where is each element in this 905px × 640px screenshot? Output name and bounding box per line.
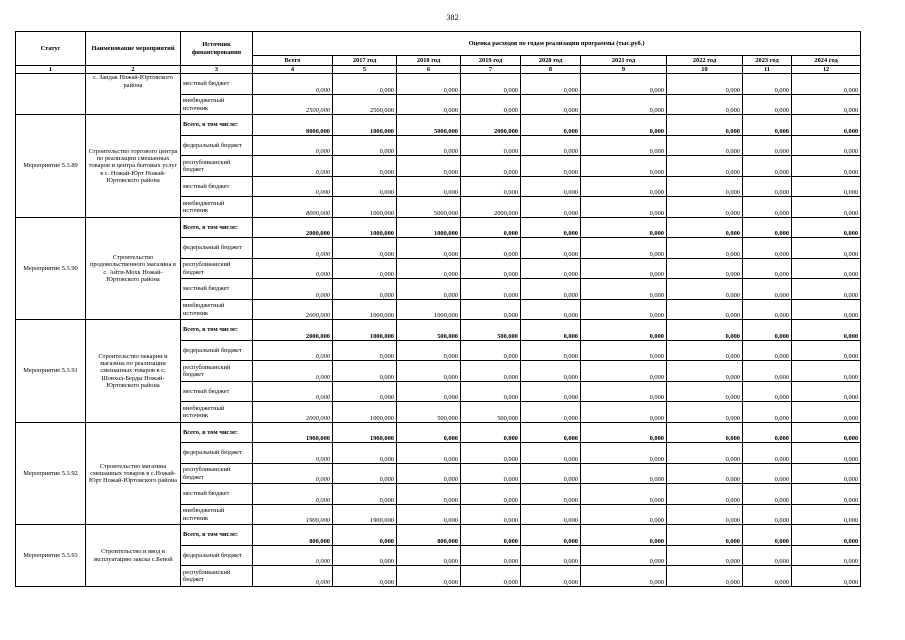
funding-source: федеральный бюджет <box>181 545 253 566</box>
amount-year: 0,000 <box>667 258 743 279</box>
amount-year: 0,000 <box>743 74 792 95</box>
amount-year: 0,000 <box>667 484 743 505</box>
amount-total: 8000,000 <box>253 115 333 136</box>
amount-year: 0,000 <box>397 279 461 300</box>
amount-year: 0,000 <box>792 238 861 259</box>
amount-year: 0,000 <box>792 525 861 546</box>
table-row <box>16 422 861 443</box>
amount-year: 0,000 <box>397 545 461 566</box>
amount-year: 0,000 <box>743 381 792 402</box>
amount-year: 0,000 <box>792 504 861 525</box>
amount-year: 0,000 <box>521 94 581 115</box>
page-number: 382 <box>446 13 459 22</box>
amount-total: 0,000 <box>253 566 333 587</box>
amount-year: 0,000 <box>461 484 521 505</box>
funding-source: республиканский бюджет <box>181 566 253 587</box>
amount-year: 0,000 <box>743 361 792 382</box>
amount-year: 0,000 <box>667 566 743 587</box>
funding-source: федеральный бюджет <box>181 135 253 156</box>
amount-year: 0,000 <box>792 279 861 300</box>
amount-year: 1900,000 <box>333 422 397 443</box>
amount-year: 0,000 <box>397 238 461 259</box>
funding-source: внебюджетный источник <box>181 402 253 423</box>
measure-name: Строительство магазина смешанных товаров в с.Ножай-Юрт Ножай-Юртовского района <box>86 422 181 525</box>
amount-year: 800,000 <box>397 525 461 546</box>
table-row <box>16 320 861 341</box>
funding-source: Всего, в том числе: <box>181 525 253 546</box>
amount-year: 0,000 <box>581 94 667 115</box>
amount-year: 0,000 <box>581 443 667 464</box>
measure-status: Мероприятие 5.3.90 <box>16 217 86 320</box>
amount-year: 0,000 <box>792 115 861 136</box>
amount-year: 0,000 <box>521 156 581 177</box>
funding-source: местный бюджет <box>181 381 253 402</box>
amount-year: 0,000 <box>333 156 397 177</box>
amount-year: 0,000 <box>581 217 667 238</box>
measure-status: Мероприятие 5.3.91 <box>16 320 86 423</box>
amount-year: 0,000 <box>743 422 792 443</box>
amount-year: 0,000 <box>333 74 397 95</box>
amount-year: 0,000 <box>581 381 667 402</box>
amount-year: 0,000 <box>581 504 667 525</box>
amount-year: 0,000 <box>581 320 667 341</box>
amount-year: 0,000 <box>581 135 667 156</box>
amount-year: 0,000 <box>581 422 667 443</box>
column-number: 6 <box>397 66 461 74</box>
amount-year: 0,000 <box>743 135 792 156</box>
amount-year: 0,000 <box>333 135 397 156</box>
amount-total: 1900,000 <box>253 504 333 525</box>
amount-year: 1000,000 <box>333 402 397 423</box>
amount-year: 500,000 <box>461 320 521 341</box>
amount-year: 0,000 <box>667 443 743 464</box>
amount-total: 800,000 <box>253 525 333 546</box>
amount-year: 0,000 <box>581 176 667 197</box>
amount-year: 0,000 <box>667 74 743 95</box>
amount-year: 0,000 <box>333 238 397 259</box>
amount-year: 0,000 <box>743 156 792 177</box>
measure-name: Строительство продовольственного магазина в с. Айти-Мохк Ножай-Юртовского района <box>86 217 181 320</box>
header-status: Статус <box>16 32 86 66</box>
amount-year: 0,000 <box>461 340 521 361</box>
amount-year: 0,000 <box>581 545 667 566</box>
amount-year: 0,000 <box>581 156 667 177</box>
amount-year: 0,000 <box>667 238 743 259</box>
measure-status: Мероприятие 5.3.92 <box>16 422 86 525</box>
amount-year: 0,000 <box>743 340 792 361</box>
amount-year: 1000,000 <box>397 299 461 320</box>
amount-year: 0,000 <box>581 279 667 300</box>
amount-year: 0,000 <box>743 545 792 566</box>
amount-year: 0,000 <box>743 94 792 115</box>
amount-year: 0,000 <box>743 463 792 484</box>
amount-year: 0,000 <box>581 340 667 361</box>
amount-year: 0,000 <box>792 320 861 341</box>
amount-year: 0,000 <box>743 238 792 259</box>
amount-year: 0,000 <box>667 176 743 197</box>
amount-year: 0,000 <box>792 402 861 423</box>
header-name: Наименование мероприятий <box>86 32 181 66</box>
amount-year: 5000,000 <box>397 197 461 218</box>
amount-year: 0,000 <box>333 566 397 587</box>
amount-year: 0,000 <box>667 361 743 382</box>
amount-total: 8000,000 <box>253 197 333 218</box>
amount-year: 0,000 <box>792 545 861 566</box>
funding-source: федеральный бюджет <box>181 238 253 259</box>
column-number: 3 <box>181 66 253 74</box>
amount-year: 0,000 <box>461 135 521 156</box>
amount-total: 0,000 <box>253 443 333 464</box>
amount-year: 0,000 <box>333 340 397 361</box>
amount-year: 0,000 <box>397 74 461 95</box>
funding-source: местный бюджет <box>181 279 253 300</box>
amount-year: 1000,000 <box>333 320 397 341</box>
measure-name: Строительство и ввод в эксплуатацию закска с.Беной <box>86 525 181 587</box>
amount-year: 0,000 <box>667 545 743 566</box>
funding-source: республиканский бюджет <box>181 463 253 484</box>
funding-source: Всего, в том числе: <box>181 320 253 341</box>
amount-year: 0,000 <box>397 135 461 156</box>
funding-source: республиканский бюджет <box>181 258 253 279</box>
header-year-col: 2021 год <box>581 56 667 66</box>
amount-year: 1000,000 <box>333 299 397 320</box>
amount-year: 0,000 <box>397 176 461 197</box>
amount-year: 0,000 <box>521 463 581 484</box>
amount-total: 0,000 <box>253 176 333 197</box>
amount-year: 0,000 <box>792 197 861 218</box>
amount-year: 0,000 <box>521 176 581 197</box>
column-number: 2 <box>86 66 181 74</box>
amount-year: 0,000 <box>461 74 521 95</box>
amount-year: 500,000 <box>461 402 521 423</box>
amount-year: 0,000 <box>397 381 461 402</box>
amount-year: 0,000 <box>521 361 581 382</box>
amount-year: 0,000 <box>521 135 581 156</box>
amount-year: 0,000 <box>521 74 581 95</box>
amount-year: 1000,000 <box>397 217 461 238</box>
funding-source: местный бюджет <box>181 484 253 505</box>
header-year-col: 2022 год <box>667 56 743 66</box>
funding-source: республиканский бюджет <box>181 361 253 382</box>
amount-year: 0,000 <box>333 381 397 402</box>
amount-year: 5000,000 <box>397 115 461 136</box>
amount-year: 0,000 <box>461 94 521 115</box>
amount-year: 0,000 <box>333 484 397 505</box>
amount-total: 0,000 <box>253 340 333 361</box>
amount-year: 0,000 <box>667 525 743 546</box>
amount-year: 0,000 <box>397 443 461 464</box>
amount-year: 0,000 <box>581 238 667 259</box>
amount-year: 0,000 <box>521 217 581 238</box>
amount-year: 0,000 <box>521 258 581 279</box>
amount-year: 0,000 <box>461 566 521 587</box>
amount-year: 0,000 <box>667 279 743 300</box>
amount-year: 0,000 <box>333 463 397 484</box>
header-budget-title: Оценка расходов по годам реализации программы (тыс.руб.) <box>253 32 861 56</box>
amount-year: 0,000 <box>743 299 792 320</box>
amount-year: 0,000 <box>667 381 743 402</box>
measure-name: с. Зандак Ножай-Юртовского района <box>86 74 181 115</box>
amount-year: 0,000 <box>667 504 743 525</box>
amount-year: 0,000 <box>743 566 792 587</box>
amount-year: 0,000 <box>333 279 397 300</box>
amount-year: 0,000 <box>581 258 667 279</box>
amount-year: 0,000 <box>667 115 743 136</box>
amount-year: 0,000 <box>581 463 667 484</box>
amount-year: 0,000 <box>667 197 743 218</box>
amount-total: 2000,000 <box>253 217 333 238</box>
amount-year: 0,000 <box>743 197 792 218</box>
amount-year: 0,000 <box>333 361 397 382</box>
amount-year: 0,000 <box>743 258 792 279</box>
amount-year: 0,000 <box>581 361 667 382</box>
amount-year: 0,000 <box>521 299 581 320</box>
budget-table <box>15 31 861 587</box>
column-number: 1 <box>16 66 86 74</box>
header-year-col: 2023 год <box>743 56 792 66</box>
column-number: 7 <box>461 66 521 74</box>
amount-total: 0,000 <box>253 238 333 259</box>
column-number: 4 <box>253 66 333 74</box>
amount-year: 0,000 <box>743 504 792 525</box>
amount-year: 0,000 <box>521 115 581 136</box>
amount-year: 0,000 <box>743 115 792 136</box>
amount-year: 0,000 <box>792 484 861 505</box>
amount-year: 0,000 <box>461 463 521 484</box>
amount-year: 2000,000 <box>461 115 521 136</box>
amount-year: 0,000 <box>743 484 792 505</box>
amount-year: 0,000 <box>792 217 861 238</box>
column-number: 12 <box>792 66 861 74</box>
amount-year: 0,000 <box>461 238 521 259</box>
amount-year: 0,000 <box>743 320 792 341</box>
amount-year: 0,000 <box>581 299 667 320</box>
amount-year: 0,000 <box>667 463 743 484</box>
funding-source: республиканский бюджет <box>181 156 253 177</box>
amount-year: 0,000 <box>397 504 461 525</box>
funding-source: федеральный бюджет <box>181 443 253 464</box>
amount-year: 0,000 <box>397 566 461 587</box>
amount-year: 0,000 <box>792 381 861 402</box>
amount-year: 0,000 <box>521 504 581 525</box>
amount-year: 0,000 <box>667 422 743 443</box>
amount-year: 0,000 <box>333 176 397 197</box>
funding-source: местный бюджет <box>181 74 253 95</box>
amount-year: 0,000 <box>792 443 861 464</box>
amount-year: 0,000 <box>667 156 743 177</box>
amount-year: 0,000 <box>461 443 521 464</box>
amount-total: 0,000 <box>253 484 333 505</box>
amount-year: 0,000 <box>792 361 861 382</box>
header-year-col: Всего <box>253 56 333 66</box>
amount-total: 0,000 <box>253 156 333 177</box>
amount-total: 2000,000 <box>253 320 333 341</box>
measure-status: Мероприятие 5.3.93 <box>16 525 86 587</box>
amount-year: 2000,000 <box>461 197 521 218</box>
amount-total: 0,000 <box>253 279 333 300</box>
header-year-col: 2019 год <box>461 56 521 66</box>
measure-name: Строительство торгового центра по реализации смешанных товаров и центра бытовых услуг в с. Ножай-Юрт Ножай-Юртовского района <box>86 115 181 218</box>
amount-year: 0,000 <box>581 484 667 505</box>
column-number: 10 <box>667 66 743 74</box>
funding-source: местный бюджет <box>181 176 253 197</box>
amount-year: 0,000 <box>521 381 581 402</box>
column-number: 8 <box>521 66 581 74</box>
amount-year: 0,000 <box>397 484 461 505</box>
amount-year: 500,000 <box>397 320 461 341</box>
measure-name: Строительство пекарни и магазина по реализации смешанных товаров в с. Шовхал-Берды Ножай-Юртовского района <box>86 320 181 423</box>
amount-year: 0,000 <box>581 566 667 587</box>
amount-year: 0,000 <box>397 422 461 443</box>
amount-year: 0,000 <box>521 238 581 259</box>
amount-year: 0,000 <box>667 402 743 423</box>
amount-year: 0,000 <box>333 258 397 279</box>
column-number: 9 <box>581 66 667 74</box>
amount-year: 0,000 <box>461 361 521 382</box>
header-year-col: 2020 год <box>521 56 581 66</box>
funding-source: Всего, в том числе: <box>181 217 253 238</box>
amount-year: 0,000 <box>667 217 743 238</box>
amount-year: 0,000 <box>581 525 667 546</box>
amount-year: 0,000 <box>397 258 461 279</box>
funding-source: внебюджетный источник <box>181 94 253 115</box>
amount-year: 0,000 <box>461 217 521 238</box>
amount-year: 0,000 <box>333 525 397 546</box>
amount-year: 0,000 <box>743 443 792 464</box>
amount-year: 0,000 <box>792 258 861 279</box>
amount-year: 0,000 <box>667 340 743 361</box>
amount-year: 0,000 <box>521 402 581 423</box>
header-year-col: 2024 год <box>792 56 861 66</box>
amount-year: 0,000 <box>461 504 521 525</box>
funding-source: внебюджетный источник <box>181 299 253 320</box>
amount-total: 0,000 <box>253 545 333 566</box>
funding-source: внебюджетный источник <box>181 504 253 525</box>
amount-total: 2500,000 <box>253 94 333 115</box>
table-row <box>16 217 861 238</box>
amount-year: 0,000 <box>792 463 861 484</box>
amount-year: 0,000 <box>521 340 581 361</box>
header-source: Источник финансирования <box>181 32 253 66</box>
amount-year: 0,000 <box>792 566 861 587</box>
amount-year: 0,000 <box>792 94 861 115</box>
amount-year: 1000,000 <box>333 217 397 238</box>
amount-year: 1900,000 <box>333 504 397 525</box>
measure-status: Мероприятие 5.3.89 <box>16 115 86 218</box>
amount-year: 0,000 <box>521 484 581 505</box>
amount-year: 0,000 <box>792 74 861 95</box>
amount-year: 0,000 <box>792 156 861 177</box>
amount-year: 0,000 <box>333 443 397 464</box>
amount-year: 0,000 <box>581 115 667 136</box>
amount-year: 0,000 <box>521 525 581 546</box>
funding-source: Всего, в том числе: <box>181 422 253 443</box>
amount-year: 0,000 <box>521 443 581 464</box>
funding-source: федеральный бюджет <box>181 340 253 361</box>
amount-year: 0,000 <box>521 566 581 587</box>
amount-year: 0,000 <box>743 525 792 546</box>
amount-year: 1000,000 <box>333 197 397 218</box>
amount-year: 0,000 <box>521 197 581 218</box>
amount-year: 0,000 <box>581 74 667 95</box>
amount-total: 0,000 <box>253 135 333 156</box>
amount-total: 0,000 <box>253 381 333 402</box>
amount-total: 0,000 <box>253 463 333 484</box>
amount-year: 0,000 <box>461 156 521 177</box>
header-year-col: 2018 год <box>397 56 461 66</box>
amount-year: 0,000 <box>792 299 861 320</box>
amount-total: 0,000 <box>253 361 333 382</box>
amount-year: 0,000 <box>461 258 521 279</box>
amount-year: 0,000 <box>397 340 461 361</box>
amount-year: 0,000 <box>792 176 861 197</box>
amount-year: 0,000 <box>743 217 792 238</box>
amount-year: 0,000 <box>743 176 792 197</box>
amount-year: 0,000 <box>461 545 521 566</box>
amount-year: 0,000 <box>461 381 521 402</box>
amount-year: 0,000 <box>667 320 743 341</box>
amount-year: 0,000 <box>461 299 521 320</box>
amount-year: 0,000 <box>792 135 861 156</box>
amount-total: 2000,000 <box>253 299 333 320</box>
amount-year: 0,000 <box>397 463 461 484</box>
amount-year: 0,000 <box>521 320 581 341</box>
column-number: 5 <box>333 66 397 74</box>
amount-year: 0,000 <box>461 279 521 300</box>
amount-total: 0,000 <box>253 74 333 95</box>
amount-year: 0,000 <box>792 422 861 443</box>
amount-year: 0,000 <box>333 545 397 566</box>
amount-year: 0,000 <box>581 197 667 218</box>
amount-year: 0,000 <box>397 156 461 177</box>
amount-year: 0,000 <box>792 340 861 361</box>
amount-year: 0,000 <box>581 402 667 423</box>
amount-year: 0,000 <box>667 94 743 115</box>
funding-source: внебюджетный источник <box>181 197 253 218</box>
column-number: 11 <box>743 66 792 74</box>
amount-year: 2500,000 <box>333 94 397 115</box>
amount-year: 0,000 <box>667 299 743 320</box>
table-row <box>16 525 861 546</box>
amount-year: 0,000 <box>521 422 581 443</box>
amount-total: 1900,000 <box>253 422 333 443</box>
amount-year: 1000,000 <box>333 115 397 136</box>
amount-year: 0,000 <box>743 402 792 423</box>
status-cell <box>16 74 86 115</box>
amount-year: 0,000 <box>521 279 581 300</box>
amount-year: 0,000 <box>667 135 743 156</box>
funding-source: Всего, в том числе: <box>181 115 253 136</box>
amount-year: 0,000 <box>743 279 792 300</box>
header-year-col: 2017 год <box>333 56 397 66</box>
amount-year: 500,000 <box>397 402 461 423</box>
table-row <box>16 74 861 95</box>
amount-year: 0,000 <box>521 545 581 566</box>
amount-year: 0,000 <box>461 422 521 443</box>
amount-total: 2000,000 <box>253 402 333 423</box>
table-row <box>16 115 861 136</box>
amount-year: 0,000 <box>461 525 521 546</box>
amount-year: 0,000 <box>397 94 461 115</box>
amount-total: 0,000 <box>253 258 333 279</box>
amount-year: 0,000 <box>397 361 461 382</box>
amount-year: 0,000 <box>461 176 521 197</box>
